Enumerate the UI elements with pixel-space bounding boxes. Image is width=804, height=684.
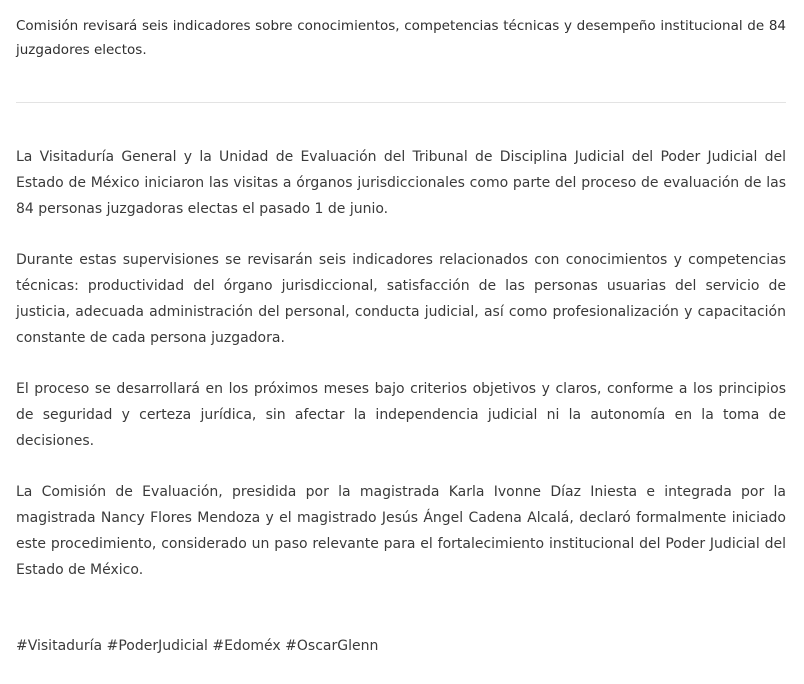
article-paragraph: La Visitaduría General y la Unidad de Evaluación del Tribunal de Disciplina Judicial del Poder Judicial del Estado de México iniciaron las visitas a órganos jurisdiccionales como parte del proceso de evaluación de las 84 personas juzgadoras electas el pasado 1 de junio.: [16, 149, 786, 217]
article-paragraph: El proceso se desarrollará en los próximos meses bajo criterios objetivos y claros, conforme a los principios de seguridad y certeza jurídica, sin afectar la independencia judicial ni la autonomía en la toma de decisiones.: [16, 381, 786, 449]
article-body: [16, 144, 786, 583]
article-paragraph: La Comisión de Evaluación, presidida por la magistrada Karla Ivonne Díaz Iniesta e integrada por la magistrada Nancy Flores Mendoza y el magistrado Jesús Ángel Cadena Alcalá, declaró formalmente iniciado este procedimiento, considerado un paso relevante para el fortalecimiento institucional del Poder Judicial del Estado de México.: [16, 484, 786, 578]
hashtag-poder-judicial[interactable]: #PoderJudicial: [106, 638, 208, 654]
hashtag-edomex[interactable]: #Edoméx: [212, 638, 281, 654]
hashtag-list: [16, 634, 378, 658]
divider: [16, 102, 786, 103]
hashtag-visitaduria[interactable]: #Visitaduría: [16, 638, 103, 654]
hashtag-oscar-glenn[interactable]: #OscarGlenn: [285, 638, 379, 654]
article-paragraph: Durante estas supervisiones se revisarán seis indicadores relacionados con conocimientos y competencias técnicas: productividad del órgano jurisdiccional, satisfacción de las personas usuarias del servicio de justicia, adecuada administración del personal, conducta judicial, así como profesionalización y capacitación constante de cada persona juzgadora.: [16, 252, 786, 346]
article-lead: Comisión revisará seis indicadores sobre conocimientos, competencias técnicas y desempeño institucional de 84 juzgadores electos.: [16, 18, 786, 58]
article: [16, 14, 786, 608]
